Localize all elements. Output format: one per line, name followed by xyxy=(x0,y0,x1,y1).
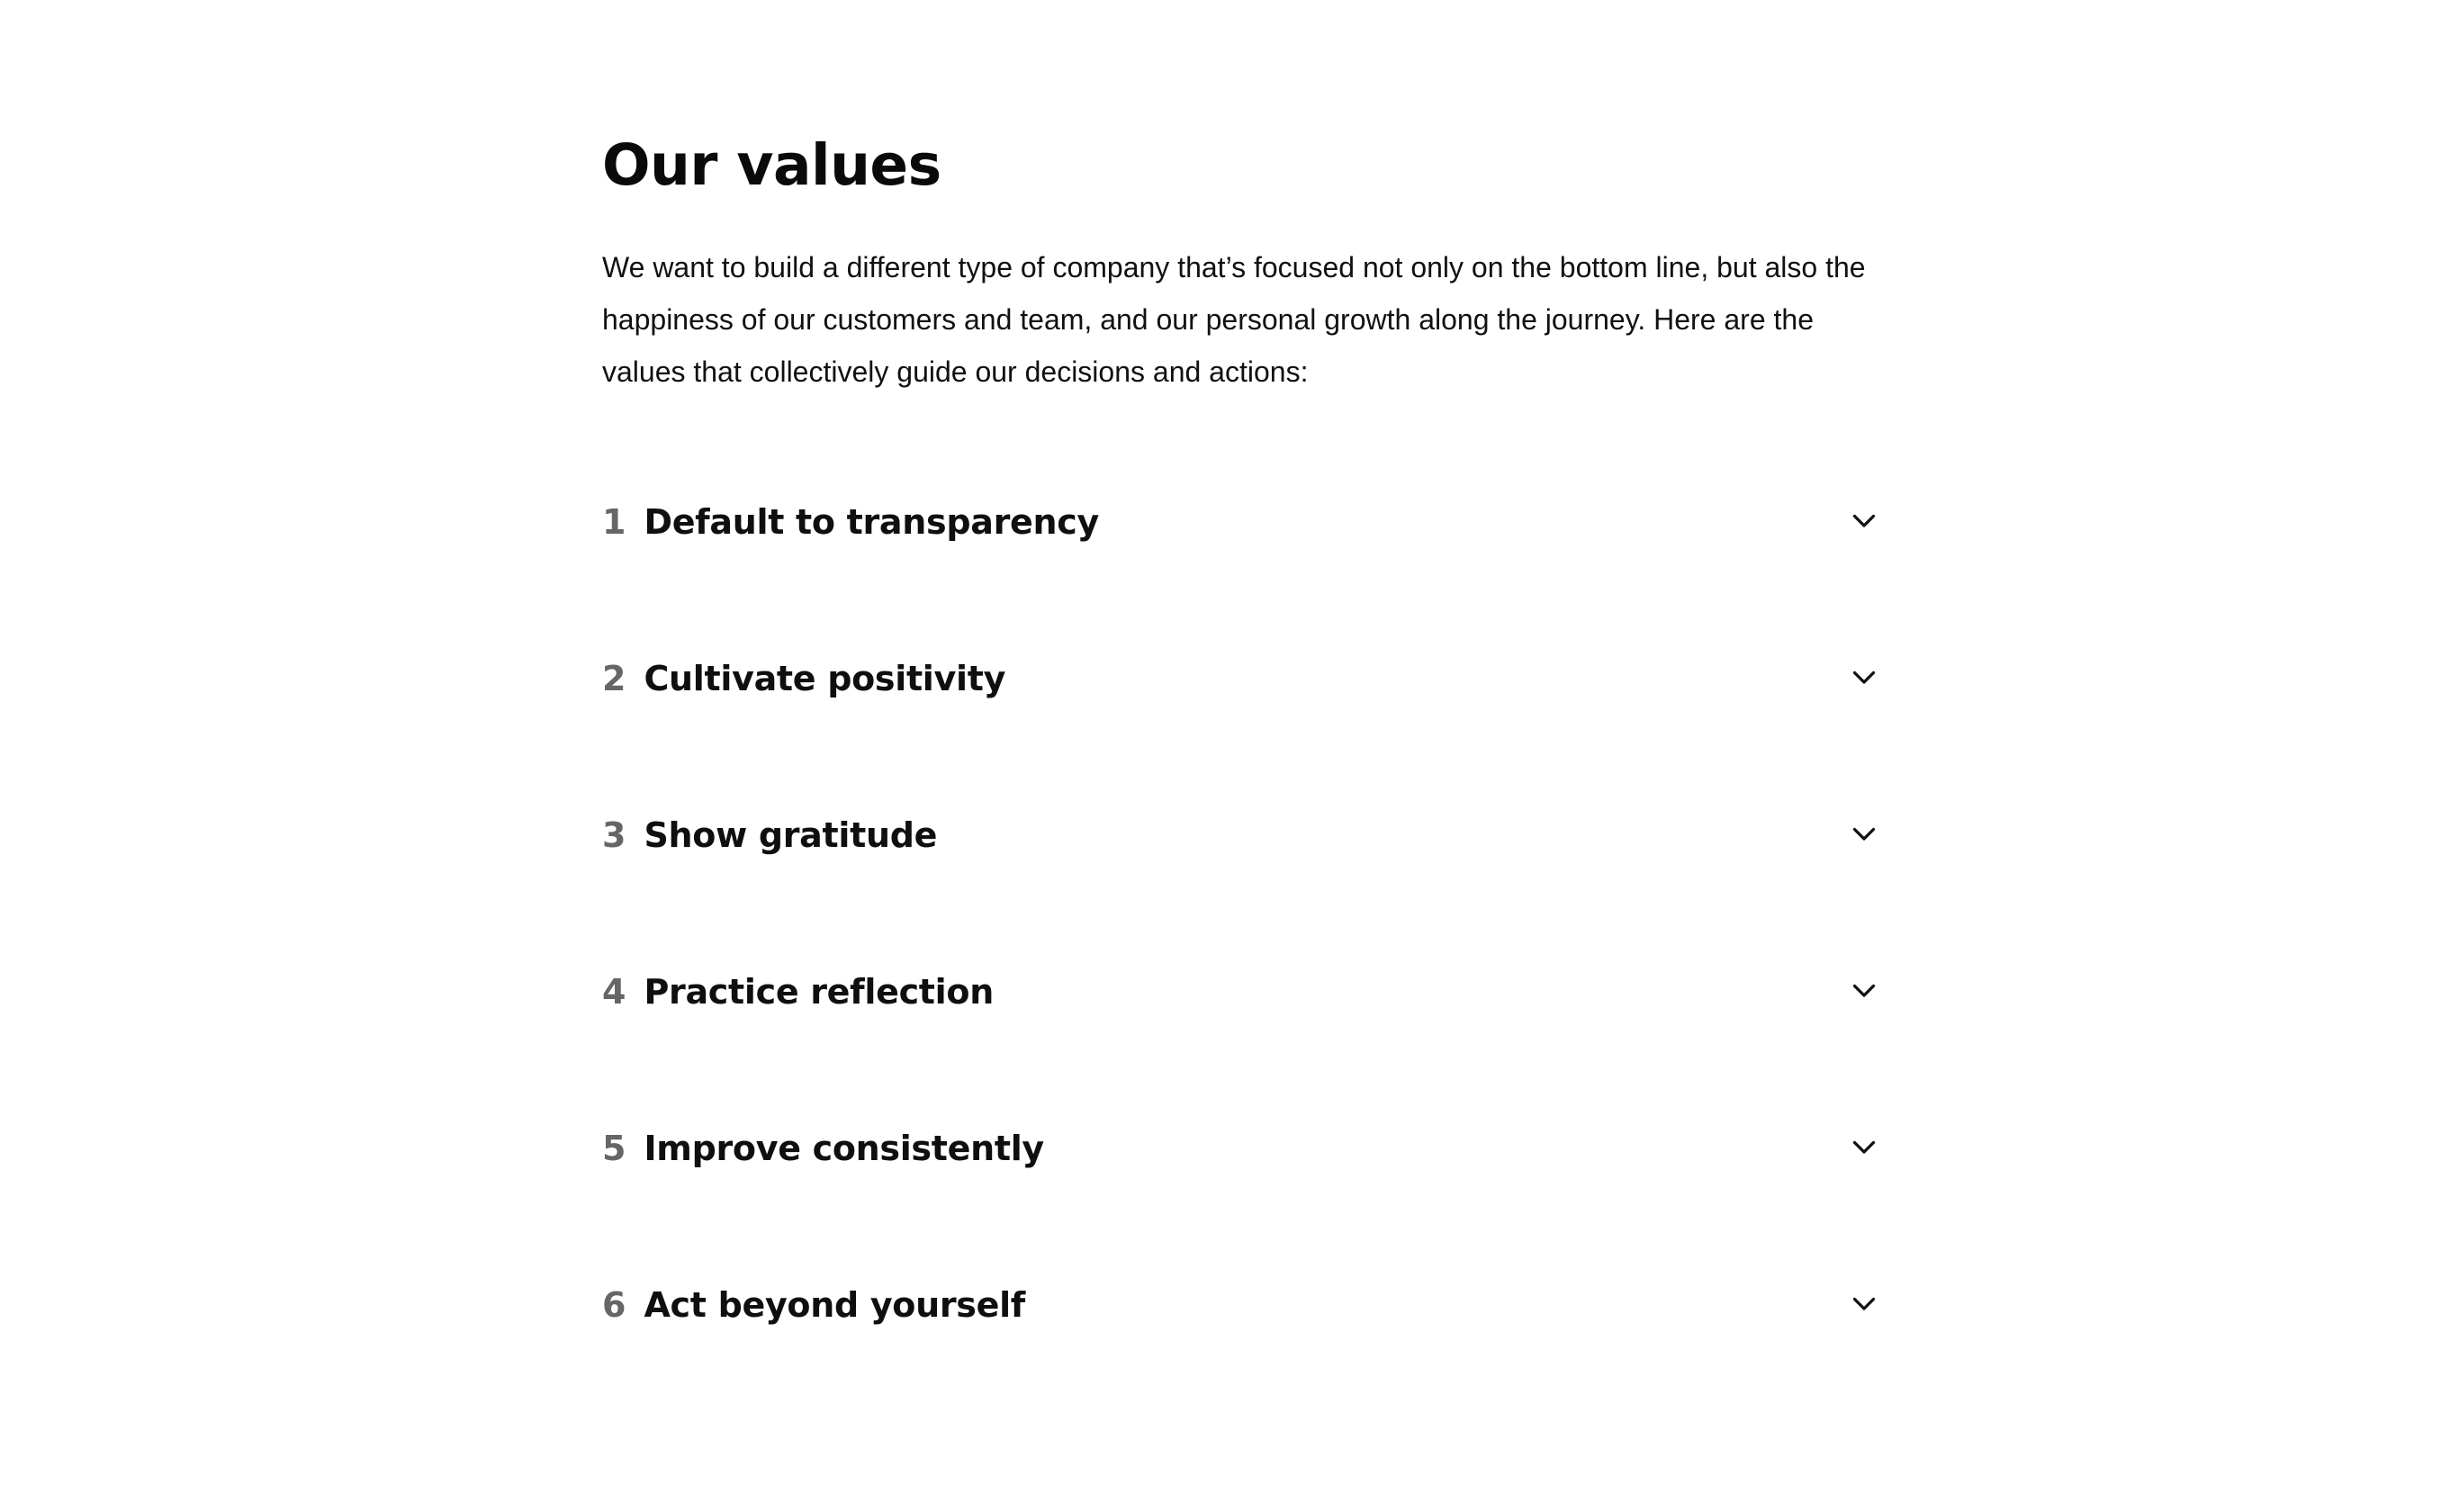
item-title: Improve consistently xyxy=(644,1129,1044,1168)
values-section xyxy=(602,126,1880,1436)
accordion-item-cultivate-positivity[interactable] xyxy=(602,653,1880,810)
page-title: Our values xyxy=(602,132,941,198)
item-number: 2 xyxy=(602,659,626,698)
item-title: Practice reflection xyxy=(644,972,994,1012)
item-number: 6 xyxy=(602,1285,626,1325)
accordion-item-practice-reflection[interactable] xyxy=(602,967,1880,1123)
item-number: 1 xyxy=(602,502,626,542)
item-title: Default to transparency xyxy=(644,502,1099,542)
accordion-item-default-to-transparency[interactable] xyxy=(602,497,1880,653)
accordion-item-show-gratitude[interactable] xyxy=(602,810,1880,967)
item-title: Show gratitude xyxy=(644,815,938,855)
accordion-item-act-beyond-yourself[interactable] xyxy=(602,1280,1880,1436)
item-title: Act beyond yourself xyxy=(644,1285,1026,1325)
chevron-down-icon[interactable] xyxy=(1848,1287,1880,1319)
chevron-down-icon[interactable] xyxy=(1848,817,1880,850)
chevron-down-icon[interactable] xyxy=(1848,974,1880,1006)
item-number: 4 xyxy=(602,972,626,1012)
item-title: Cultivate positivity xyxy=(644,659,1006,698)
chevron-down-icon[interactable] xyxy=(1848,661,1880,693)
values-accordion xyxy=(602,497,1880,1436)
intro-paragraph: We want to build a different type of company that’s focused not only on the bottom line, but also the happiness of our customers and team, and our personal growth along the journey. Here are the values that collectively guide our decisions and actions: xyxy=(602,251,1866,388)
chevron-down-icon[interactable] xyxy=(1848,504,1880,536)
item-number: 5 xyxy=(602,1129,626,1168)
accordion-item-improve-consistently[interactable] xyxy=(602,1123,1880,1280)
chevron-down-icon[interactable] xyxy=(1848,1130,1880,1163)
item-number: 3 xyxy=(602,815,626,855)
